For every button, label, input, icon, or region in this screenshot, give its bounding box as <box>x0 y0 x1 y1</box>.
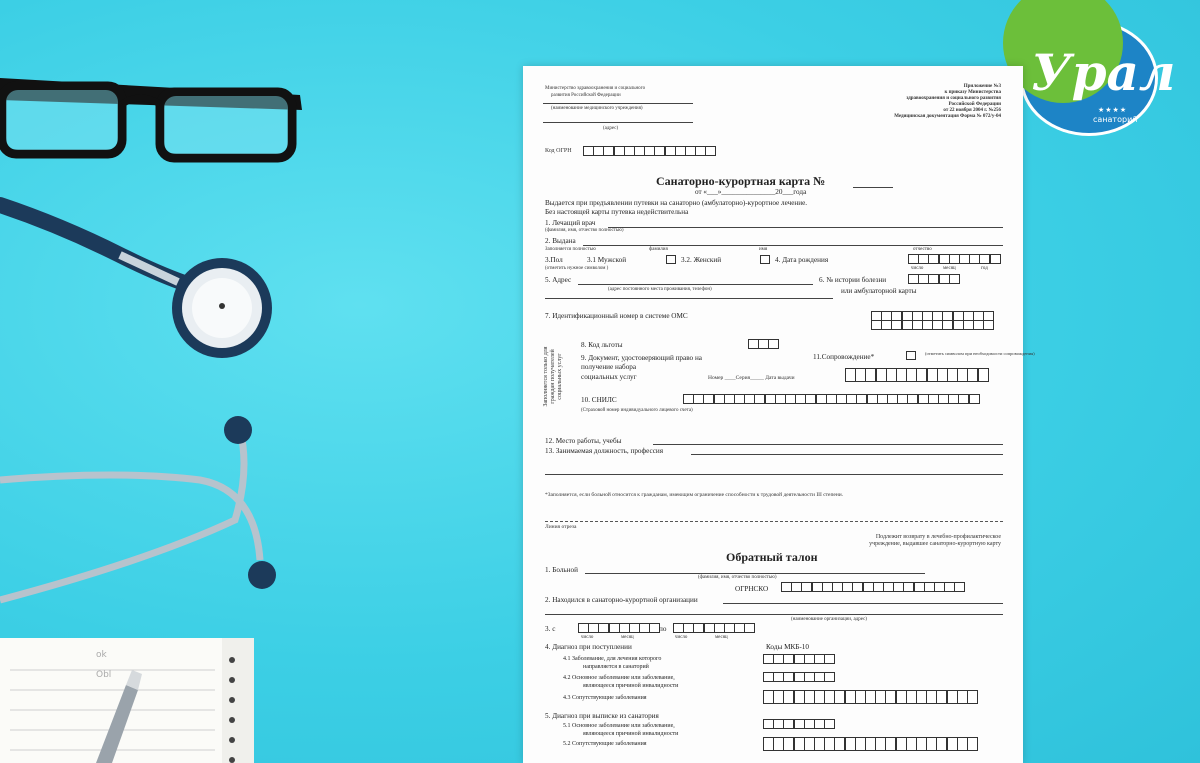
field-2-hint: Заполняется полностью <box>545 247 596 252</box>
field-1-label: 1. Лечащий врач <box>545 219 596 227</box>
field-11-label: 11.Сопровождение* <box>813 353 875 361</box>
birthdate-cells <box>908 254 1000 264</box>
footnote: *Заполняется, если больной относится к гражданам, имеющим ограничение способности к трудовой деятельности III степени. <box>545 492 844 498</box>
field-8-label: 8. Код льготы <box>581 341 623 349</box>
return-to-date-cells <box>673 623 755 633</box>
return-field-3-from: 3. с <box>545 625 556 633</box>
field-3-hint: (отметить нужное символом ) <box>545 266 609 271</box>
header-right-3: здравоохранения и социального развития <box>906 96 1001 101</box>
mkb-codes-label: Коды МКБ-10 <box>766 643 809 651</box>
sanatorium-card-form <box>523 66 1035 763</box>
mkb-5-1-cells <box>763 719 834 729</box>
logo-wordmark: Урал <box>1031 43 1176 102</box>
mkb-5-2-cells <box>763 737 977 751</box>
return-field-2-hint: (наименование организации, адрес) <box>791 617 867 622</box>
return-field-1-label: 1. Больной <box>545 566 578 574</box>
field-9-line-3: социальных услуг <box>581 373 637 381</box>
social-services-vertical-note: Заполняется только для граждан получателей социальных услуг <box>543 346 563 407</box>
return-from-date-cells <box>578 623 660 633</box>
escort-checkbox[interactable] <box>906 351 916 360</box>
field-9-line-2: получение набора <box>581 363 637 371</box>
field-7-label: 7. Идентификационный номер в системе ОМС <box>545 312 688 320</box>
return-note-1: Подлежит возврату в лечебно-профилактическое <box>875 534 1001 540</box>
issue-date-cells <box>845 368 988 382</box>
field-3-2-label: 3.2. Женский <box>681 256 722 264</box>
form-date-line: от «___»_______________20___года <box>695 188 807 196</box>
return-4-2-line-2: являющееся причиной инвалидности <box>583 683 679 689</box>
fio-name: имя <box>759 247 768 252</box>
snils-cells <box>683 394 979 404</box>
return-field-4-label: 4. Диагноз при поступлении <box>545 643 632 651</box>
return-from-day: число <box>581 635 594 640</box>
field-5-label: 5. Адрес <box>545 276 572 284</box>
header-right-2: к приказу Министерства <box>944 90 1001 95</box>
mkb-4-3-cells <box>763 690 977 704</box>
field-12-label: 12. Место работы, учебы <box>545 437 622 445</box>
return-4-1-line-1: 4.1 Заболевание, для лечения которого <box>563 656 662 662</box>
return-note-2: учреждение, выдавшее санаторно-курортную карту <box>869 541 1001 547</box>
oms-cells-row-2 <box>871 320 993 330</box>
notebook-label-2: Obl <box>96 670 112 680</box>
cut-line-label: Линия отреза <box>545 524 577 530</box>
header-right-1: Приложение №3 <box>963 84 1001 89</box>
field-5-hint: (адрес постоянного места проживания, телефон) <box>608 287 712 292</box>
field-11-hint: (отметить символом при необходимости сопровождения) <box>925 351 1035 356</box>
ural-sanatorium-logo <box>1023 23 1176 133</box>
intro-line-1: Выдается при предъявлении путевки на санаторно (амбулаторно)-курортное лечение. <box>545 199 808 207</box>
header-right-5: от 22 ноября 2004 г. №256 <box>943 108 1001 113</box>
logo-subtitle: санаторий <box>1093 115 1138 124</box>
field-10-hint: (Страховой номер индивидуального лицевого счета) <box>581 408 693 413</box>
field-2-label: 2. Выдана <box>545 237 576 245</box>
return-field-1-hint: (фамилия, имя, отчество полностью) <box>698 575 777 580</box>
return-from-month: месяц <box>621 635 634 640</box>
return-5-1-line-2: являющееся причиной инвалидности <box>583 731 679 737</box>
field-6-second-line: или амбулаторной карты <box>841 287 917 295</box>
ogrn-label: Код ОГРН <box>545 148 572 154</box>
ogrnsko-cells <box>781 582 965 592</box>
field-10-label: 10. СНИЛС <box>581 396 617 404</box>
dob-day: число <box>911 266 924 271</box>
header-left-4: (адрес) <box>603 126 619 131</box>
field-13-label: 13. Занимаемая должность, профессия <box>545 447 664 455</box>
form-title: Санаторно-курортная карта № <box>656 174 826 188</box>
field-4-label: 4. Дата рождения <box>775 256 829 264</box>
return-4-1-line-2: направляется в санаторий <box>583 664 649 670</box>
field-1-hint: (фамилия, имя, отчество полностью) <box>545 228 624 233</box>
header-right-6: Медицинская документация Форма № 072/у-04 <box>894 114 1001 119</box>
dob-month: месяц <box>943 266 956 271</box>
mkb-4-2-cells <box>763 672 834 682</box>
return-coupon-title: Обратный талон <box>726 550 818 564</box>
fio-surname: фамилия <box>649 247 668 252</box>
mkb-4-1-cells <box>763 654 834 664</box>
field-3-1-label: 3.1 Мужской <box>587 256 627 264</box>
eyeglasses-icon <box>0 78 302 158</box>
header-right-4: Российской Федерации <box>948 102 1001 107</box>
field-9-doc-fields: Номер ____Серия_____ Дата выдачи <box>708 375 795 381</box>
field-6-label: 6. № истории болезни <box>819 276 887 284</box>
return-to-month: месяц <box>715 635 728 640</box>
logo-stars: ★★★★ <box>1098 106 1128 114</box>
female-checkbox[interactable] <box>760 255 770 264</box>
header-left-3: (наименование медицинского учреждения) <box>551 106 643 111</box>
ogrn-cells <box>583 146 716 156</box>
return-4-2-line-1: 4.2 Основное заболевание или заболевание, <box>563 675 675 681</box>
return-to-day: число <box>675 635 688 640</box>
header-left-1: Министерство здравоохранения и социального <box>545 86 646 91</box>
intro-line-2: Без настоящей карты путевка недействительна <box>545 208 689 216</box>
benefit-code-cells <box>748 339 779 349</box>
field-9-line-1: 9. Документ, удостоверяющий право на <box>581 354 702 362</box>
male-checkbox[interactable] <box>666 255 676 264</box>
return-ogrnsko-label: ОГРНСКО <box>735 585 769 593</box>
return-5-2-label: 5.2 Сопутствующие заболевания <box>563 741 647 747</box>
return-4-3-label: 4.3 Сопутствующие заболевания <box>563 695 647 701</box>
notebook-label-1: ok <box>96 650 107 660</box>
return-field-3-to: по <box>659 625 667 633</box>
field-3-label: 3.Пол <box>545 256 563 264</box>
return-field-5-label: 5. Диагноз при выписке из санатория <box>545 712 659 720</box>
history-number-cells <box>908 274 959 284</box>
header-left-2: развития Российской Федерации <box>551 93 621 98</box>
return-field-2-label: 2. Находился в санаторно-курортной организации <box>545 596 698 604</box>
stethoscope-icon <box>0 205 276 600</box>
fio-patronymic: отчество <box>913 247 932 252</box>
return-5-1-line-1: 5.1 Основное заболевание или заболевание, <box>563 723 675 729</box>
dob-year: год <box>981 266 988 271</box>
